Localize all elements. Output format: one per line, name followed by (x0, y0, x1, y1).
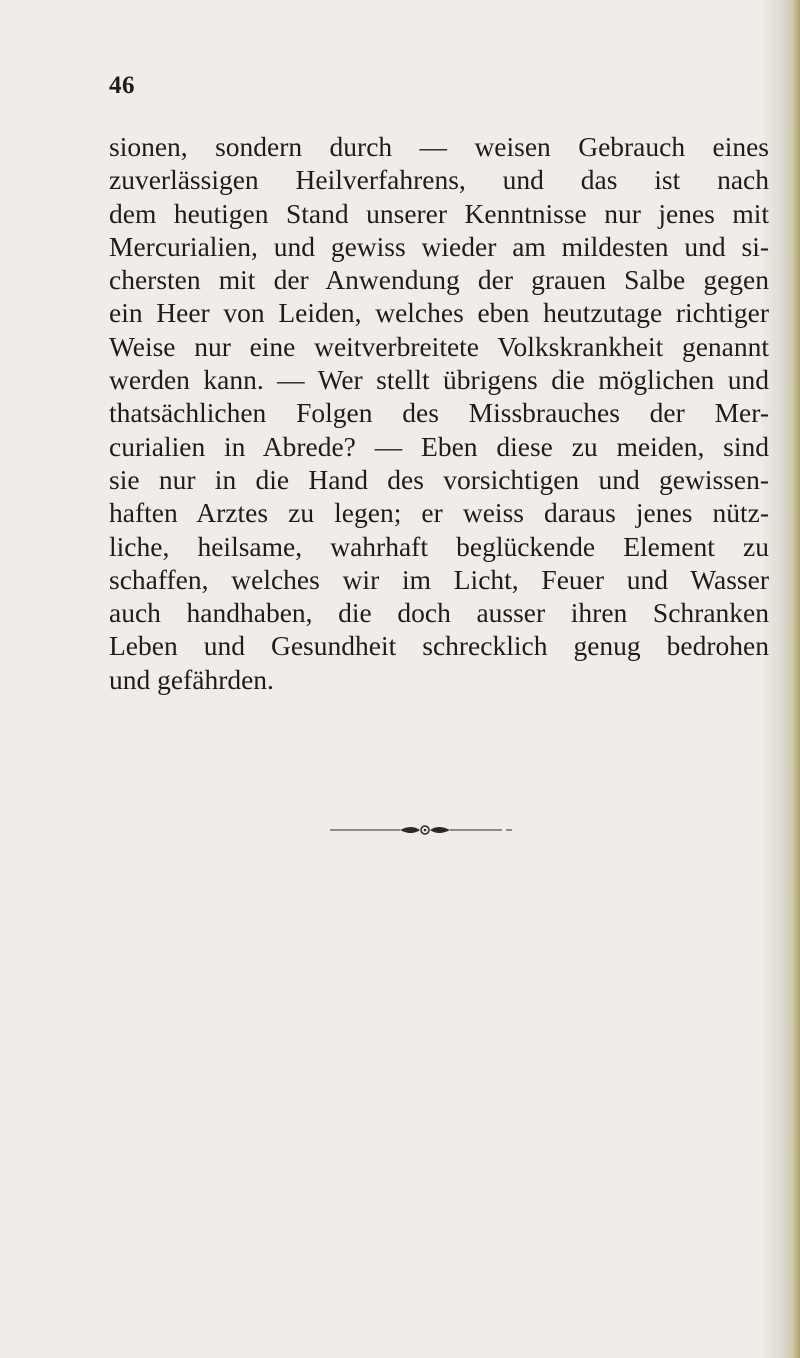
text-line-4: Mercurialien, und gewiss wieder am mildesten und si- (109, 230, 769, 262)
text-line-16: Leben und Gesundheit schrecklich genug bedrohen (109, 630, 769, 662)
text-line-12: haften Arztes zu legen; er weiss daraus jenes nütz- (109, 497, 769, 529)
page-edge (786, 0, 800, 1358)
text-line-9: thatsächlichen Folgen des Missbrauches der Mer- (109, 397, 769, 429)
body-text (109, 130, 769, 696)
text-line-5: chersten mit der Anwendung der grauen Salbe gegen (109, 264, 769, 296)
text-line-15: auch handhaben, die doch ausser ihren Schranken (109, 597, 769, 629)
text-line-3: dem heutigen Stand unserer Kenntnisse nur jenes mit (109, 197, 769, 229)
text-line-17: und gefährden. (109, 663, 274, 695)
page-number: 46 (109, 72, 135, 99)
text-line-2: zuverlässigen Heilverfahrens, und das ist nach (109, 164, 769, 196)
text-line-11: sie nur in die Hand des vorsichtigen und gewissen- (109, 463, 769, 495)
decorative-rule-icon (330, 823, 520, 837)
text-line-7: Weise nur eine weitverbreitete Volkskrankheit genannt (109, 330, 769, 362)
text-line-8: werden kann. — Wer stellt übrigens die möglichen und (109, 364, 769, 396)
text-line-13: liche, heilsame, wahrhaft beglückende Element zu (109, 530, 769, 562)
text-line-6: ein Heer von Leiden, welches eben heutzutage richtiger (109, 297, 769, 329)
text-line-14: schaffen, welches wir im Licht, Feuer und Wasser (109, 563, 769, 595)
text-line-10: curialien in Abrede? — Eben diese zu meiden, sind (109, 430, 769, 462)
text-line-1: sionen, sondern durch — weisen Gebrauch eines (109, 131, 769, 162)
